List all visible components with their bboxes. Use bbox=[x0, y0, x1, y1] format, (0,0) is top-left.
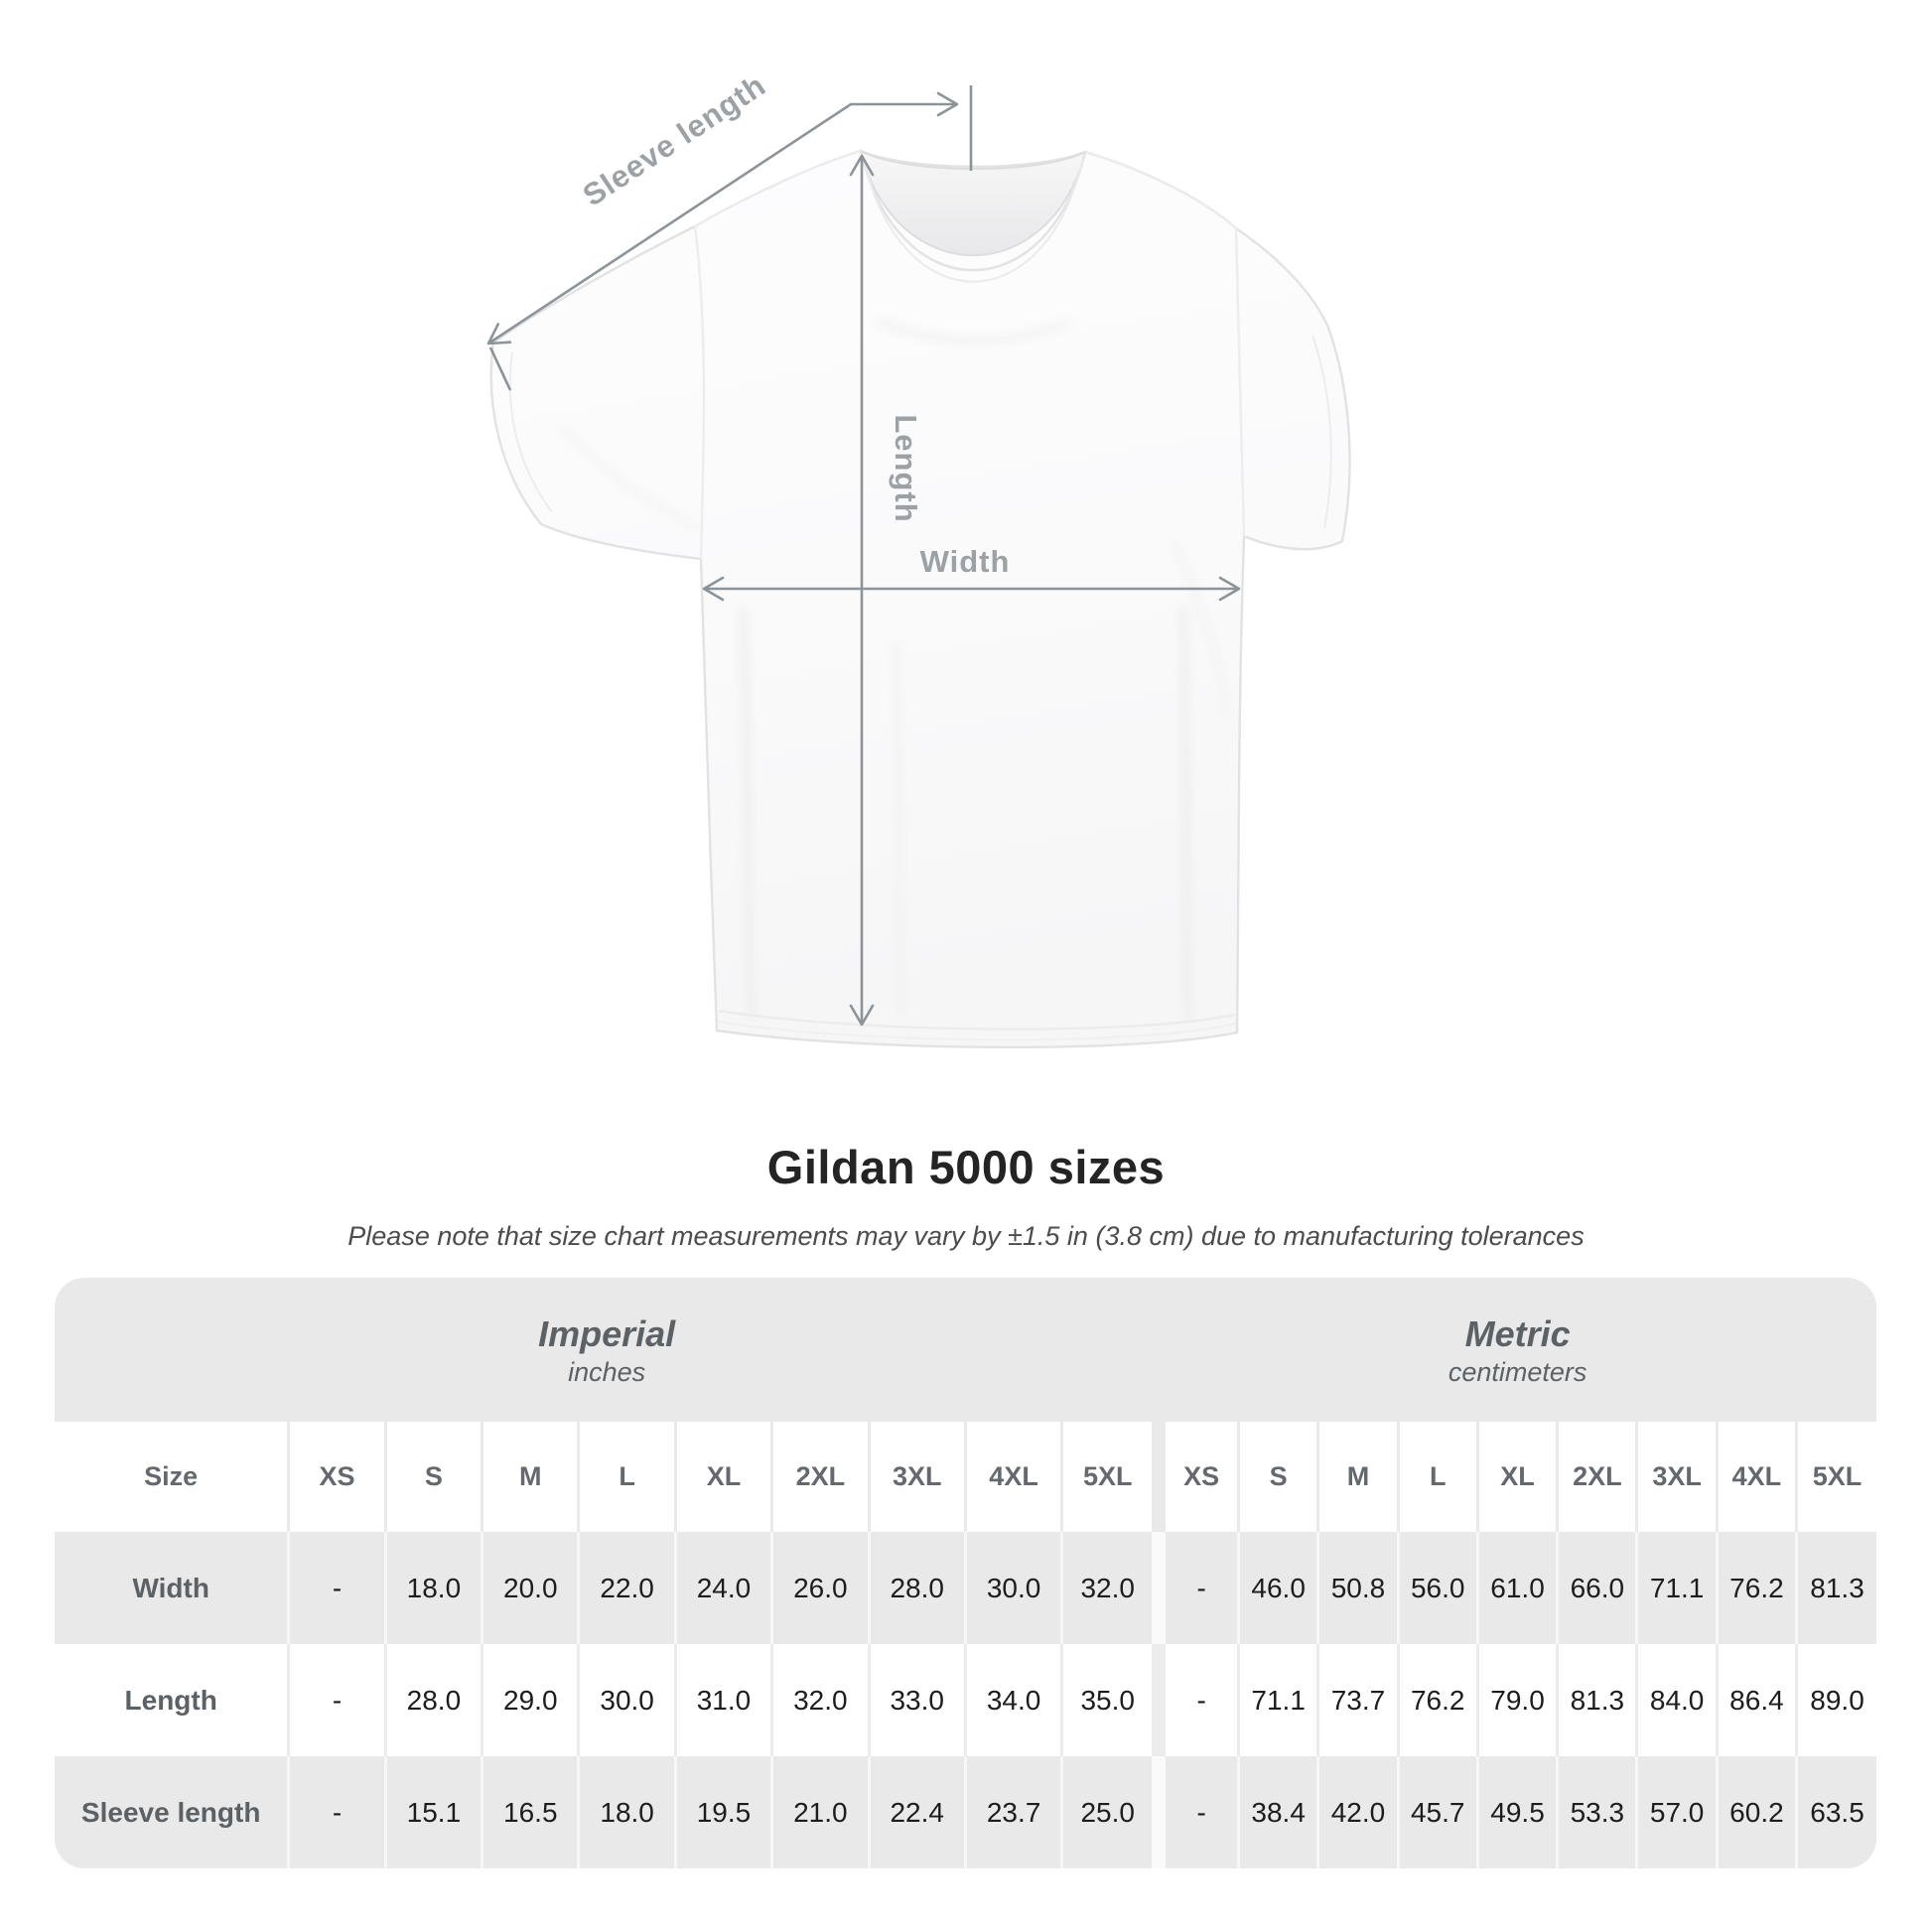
width-met-xs: - bbox=[1159, 1532, 1238, 1644]
col-header-imp-xs: XS bbox=[289, 1422, 385, 1532]
sleeve-met-3xl: 57.0 bbox=[1637, 1756, 1717, 1868]
length-met-5xl: 89.0 bbox=[1797, 1644, 1876, 1756]
size-header-cell: Size bbox=[55, 1422, 289, 1532]
col-header-met-l: L bbox=[1398, 1422, 1477, 1532]
length-met-l: 76.2 bbox=[1398, 1644, 1477, 1756]
width-met-4xl: 76.2 bbox=[1717, 1532, 1796, 1644]
imperial-unit-label: inches bbox=[568, 1356, 646, 1387]
width-label: Width bbox=[919, 544, 1011, 579]
row-label-length: Length bbox=[55, 1644, 289, 1756]
width-imp-l: 22.0 bbox=[579, 1532, 675, 1644]
size-header-row bbox=[55, 1422, 1876, 1532]
width-imp-2xl: 26.0 bbox=[772, 1532, 869, 1644]
col-header-met-s: S bbox=[1239, 1422, 1318, 1532]
size-table-container bbox=[55, 1278, 1876, 1868]
length-imp-l: 30.0 bbox=[579, 1644, 675, 1756]
col-header-met-m: M bbox=[1318, 1422, 1398, 1532]
width-met-m: 50.8 bbox=[1318, 1532, 1398, 1644]
length-met-3xl: 84.0 bbox=[1637, 1644, 1717, 1756]
length-imp-m: 29.0 bbox=[483, 1644, 579, 1756]
sleeve-met-4xl: 60.2 bbox=[1717, 1756, 1796, 1868]
col-header-imp-l: L bbox=[579, 1422, 675, 1532]
col-header-imp-m: M bbox=[483, 1422, 579, 1532]
sleeve-imp-2xl: 21.0 bbox=[772, 1756, 869, 1868]
metric-label: Metric bbox=[1464, 1312, 1571, 1354]
col-header-imp-s: S bbox=[385, 1422, 482, 1532]
width-met-3xl: 71.1 bbox=[1637, 1532, 1717, 1644]
width-imp-xl: 24.0 bbox=[675, 1532, 771, 1644]
col-header-met-xs: XS bbox=[1159, 1422, 1238, 1532]
length-met-xs: - bbox=[1159, 1644, 1238, 1756]
sleeve-met-m: 42.0 bbox=[1318, 1756, 1398, 1868]
col-header-met-3xl: 3XL bbox=[1637, 1422, 1717, 1532]
sleeve-met-s: 38.4 bbox=[1239, 1756, 1318, 1868]
table-row-sleeve-length bbox=[55, 1756, 1876, 1868]
row-label-sleeve-length: Sleeve length bbox=[55, 1756, 289, 1868]
col-header-met-4xl: 4XL bbox=[1717, 1422, 1796, 1532]
tshirt-body bbox=[491, 151, 1350, 1047]
length-label: Length bbox=[889, 414, 923, 523]
length-imp-4xl: 34.0 bbox=[965, 1644, 1061, 1756]
sleeve-imp-m: 16.5 bbox=[483, 1756, 579, 1868]
col-header-imp-2xl: 2XL bbox=[772, 1422, 869, 1532]
col-header-met-2xl: 2XL bbox=[1558, 1422, 1637, 1532]
length-met-4xl: 86.4 bbox=[1717, 1644, 1796, 1756]
row-label-width: Width bbox=[55, 1532, 289, 1644]
sleeve-met-xs: - bbox=[1159, 1756, 1238, 1868]
width-met-s: 46.0 bbox=[1239, 1532, 1318, 1644]
imperial-group-header bbox=[55, 1278, 1159, 1422]
sleeve-met-2xl: 53.3 bbox=[1558, 1756, 1637, 1868]
width-imp-s: 18.0 bbox=[385, 1532, 482, 1644]
col-header-imp-4xl: 4XL bbox=[965, 1422, 1061, 1532]
sleeve-imp-5xl: 25.0 bbox=[1062, 1756, 1159, 1868]
tolerance-note: Please note that size chart measurements may vary by ±1.5 in (3.8 cm) due to manufacturing tolerances bbox=[347, 1221, 1585, 1251]
length-met-s: 71.1 bbox=[1239, 1644, 1318, 1756]
table-row-width bbox=[55, 1532, 1876, 1644]
length-imp-s: 28.0 bbox=[385, 1644, 482, 1756]
sleeve-imp-4xl: 23.7 bbox=[965, 1756, 1061, 1868]
width-met-xl: 61.0 bbox=[1477, 1532, 1557, 1644]
width-imp-3xl: 28.0 bbox=[869, 1532, 965, 1644]
unit-group-row bbox=[55, 1278, 1876, 1422]
page-title: Gildan 5000 sizes bbox=[766, 1141, 1166, 1193]
length-imp-3xl: 33.0 bbox=[869, 1644, 965, 1756]
col-header-imp-xl: XL bbox=[675, 1422, 771, 1532]
sleeve-met-5xl: 63.5 bbox=[1797, 1756, 1876, 1868]
width-met-2xl: 66.0 bbox=[1558, 1532, 1637, 1644]
sleeve-imp-s: 15.1 bbox=[385, 1756, 482, 1868]
width-met-l: 56.0 bbox=[1398, 1532, 1477, 1644]
sleeve-imp-l: 18.0 bbox=[579, 1756, 675, 1868]
width-imp-4xl: 30.0 bbox=[965, 1532, 1061, 1644]
sleeve-length-label: Sleeve length bbox=[576, 67, 772, 213]
length-imp-2xl: 32.0 bbox=[772, 1644, 869, 1756]
width-met-5xl: 81.3 bbox=[1797, 1532, 1876, 1644]
length-imp-xs: - bbox=[289, 1644, 385, 1756]
length-imp-5xl: 35.0 bbox=[1062, 1644, 1159, 1756]
tshirt-image bbox=[491, 151, 1350, 1047]
sleeve-met-xl: 49.5 bbox=[1477, 1756, 1557, 1868]
imperial-label: Imperial bbox=[538, 1312, 676, 1354]
width-imp-xs: - bbox=[289, 1532, 385, 1644]
sleeve-met-l: 45.7 bbox=[1398, 1756, 1477, 1868]
col-header-met-5xl: 5XL bbox=[1797, 1422, 1876, 1532]
col-header-imp-3xl: 3XL bbox=[869, 1422, 965, 1532]
metric-group-header bbox=[1159, 1278, 1876, 1422]
length-met-m: 73.7 bbox=[1318, 1644, 1398, 1756]
table-row-length bbox=[55, 1644, 1876, 1756]
sleeve-imp-xs: - bbox=[289, 1756, 385, 1868]
size-table bbox=[55, 1278, 1876, 1868]
length-met-2xl: 81.3 bbox=[1558, 1644, 1637, 1756]
width-imp-m: 20.0 bbox=[483, 1532, 579, 1644]
length-imp-xl: 31.0 bbox=[675, 1644, 771, 1756]
width-imp-5xl: 32.0 bbox=[1062, 1532, 1159, 1644]
col-header-met-xl: XL bbox=[1477, 1422, 1557, 1532]
sleeve-imp-xl: 19.5 bbox=[675, 1756, 771, 1868]
sleeve-imp-3xl: 22.4 bbox=[869, 1756, 965, 1868]
metric-unit-label: centimeters bbox=[1448, 1356, 1587, 1387]
length-met-xl: 79.0 bbox=[1477, 1644, 1557, 1756]
col-header-imp-5xl: 5XL bbox=[1062, 1422, 1159, 1532]
